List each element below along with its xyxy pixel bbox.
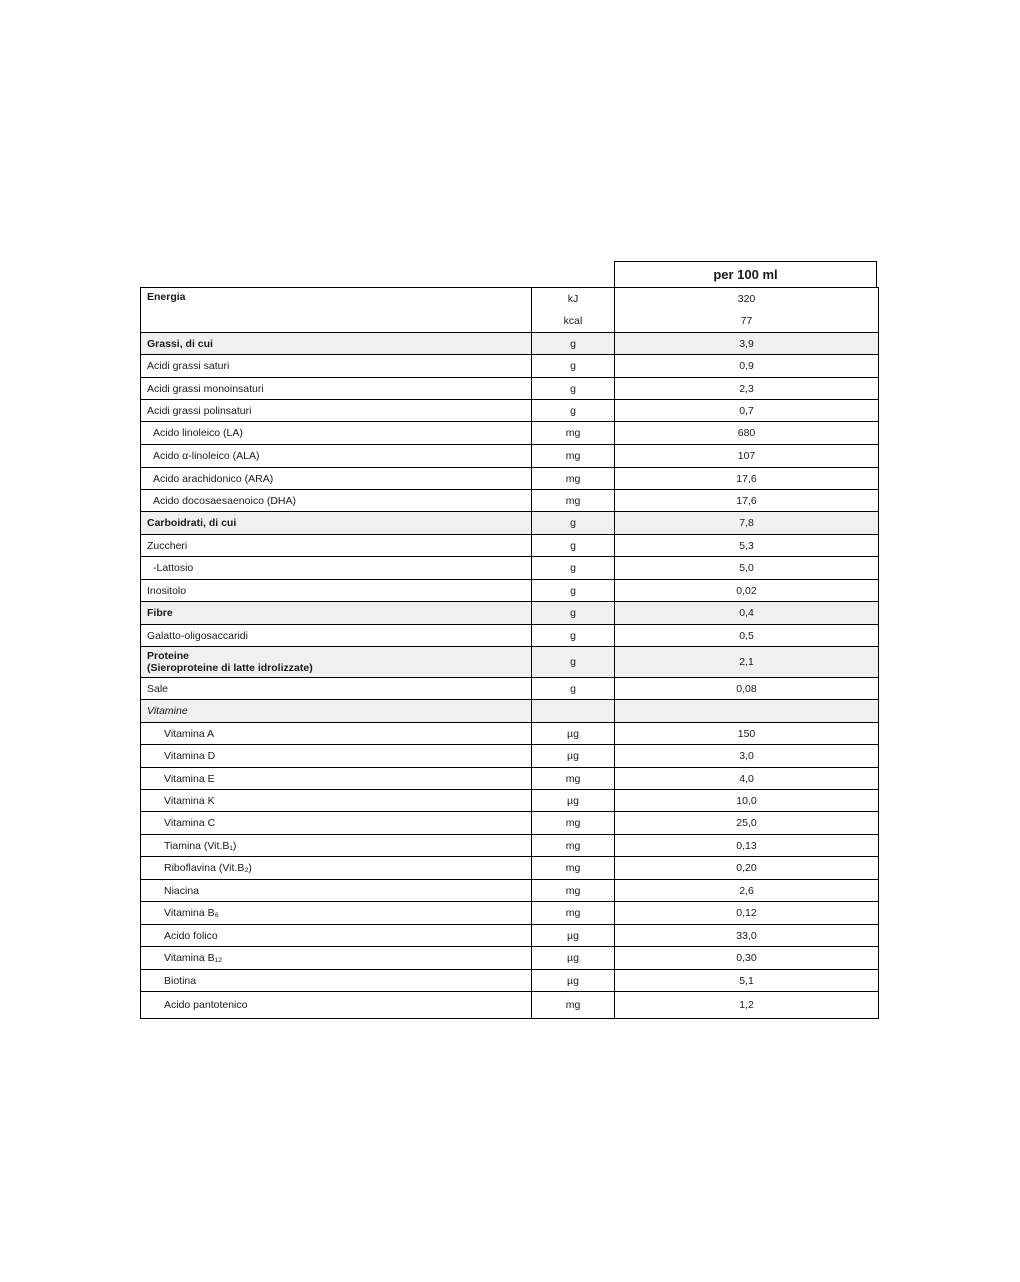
- table-row: [141, 557, 879, 580]
- value-cell: 2,1: [615, 647, 879, 678]
- nutrient-label: [141, 333, 532, 355]
- value-cell: 0,4: [615, 602, 879, 625]
- nutrient-label: [141, 625, 532, 647]
- nutrient-name: Vitamina E: [164, 772, 215, 785]
- unit-cell: g: [532, 602, 615, 625]
- table-row: [141, 880, 879, 902]
- nutrient-sublabel: (Sieroproteine di latte idrolizzate): [147, 662, 313, 674]
- nutrient-name: Acido pantotenico: [164, 999, 248, 1011]
- nutrient-name: Fibre: [147, 607, 173, 619]
- unit-cell: µg: [532, 970, 615, 992]
- nutrient-name: Carboidrati, di cui: [147, 517, 237, 529]
- table-row: [141, 812, 879, 835]
- table-row: [141, 512, 879, 535]
- nutrient-label: Energia: [141, 288, 532, 333]
- nutrient-name: Niacina: [164, 884, 200, 897]
- table-row: [141, 355, 879, 378]
- table-row: [141, 580, 879, 602]
- unit-cell: µg: [532, 723, 615, 745]
- nutrient-name: Acido α-linoleico (ALA): [153, 450, 260, 462]
- nutrient-label: [141, 902, 532, 925]
- nutrient-label: [141, 970, 532, 992]
- nutrient-label: [141, 378, 532, 400]
- value-kcal: 77: [740, 315, 753, 327]
- nutrient-name: Acido arachidonico (ARA): [153, 472, 274, 485]
- table-row: [141, 902, 879, 925]
- value-cell: 3,9: [615, 333, 879, 355]
- value-cell: 2,3: [615, 378, 879, 400]
- value-cell: 5,3: [615, 535, 879, 557]
- nutrient-name: Acidi grassi saturi: [147, 360, 230, 372]
- nutrient-label: [141, 647, 532, 678]
- value-cell: 0,13: [615, 835, 879, 857]
- nutrient-label: [141, 512, 532, 535]
- unit-cell: g: [532, 400, 615, 422]
- nutrient-label: [141, 678, 532, 700]
- value-cell: [615, 288, 879, 333]
- nutrient-name: Vitamina A: [164, 727, 215, 740]
- table-row: [141, 378, 879, 400]
- unit-cell: mg: [532, 857, 615, 880]
- table-row: [141, 790, 879, 812]
- unit-kcal: kcal: [563, 315, 583, 327]
- value-cell: 0,5: [615, 625, 879, 647]
- nutrient-label: [141, 812, 532, 835]
- unit-cell: g: [532, 535, 615, 557]
- nutrient-name: Proteine: [147, 650, 190, 662]
- nutrient-label: [141, 557, 532, 580]
- nutrient-name: Vitamina B₁₂: [164, 952, 223, 964]
- unit-cell: mg: [532, 812, 615, 835]
- nutrient-name: Galatto-oligosaccaridi: [147, 629, 248, 642]
- nutrient-label: [141, 445, 532, 468]
- nutrient-name: Acido folico: [164, 929, 218, 942]
- value-cell: 4,0: [615, 768, 879, 790]
- table-row: [141, 647, 879, 678]
- unit-cell: g: [532, 333, 615, 355]
- unit-cell: mg: [532, 992, 615, 1019]
- nutrient-label: [141, 768, 532, 790]
- unit-cell: [532, 288, 615, 333]
- table-row: [141, 745, 879, 768]
- unit-cell: g: [532, 512, 615, 535]
- value-cell: 0,30: [615, 947, 879, 970]
- nutrient-label: [141, 602, 532, 625]
- nutrient-name: Acido docosaesaenoico (DHA): [153, 494, 296, 507]
- value-cell: 1,2: [615, 992, 879, 1019]
- value-cell: 7,8: [615, 512, 879, 535]
- unit-cell: mg: [532, 468, 615, 490]
- value-cell: 25,0: [615, 812, 879, 835]
- nutrient-label: [141, 400, 532, 422]
- value-cell: 17,6: [615, 490, 879, 512]
- table-row: [141, 445, 879, 468]
- unit-cell: mg: [532, 490, 615, 512]
- unit-cell: g: [532, 580, 615, 602]
- table-row-energy: [141, 288, 879, 333]
- unit-cell: g: [532, 647, 615, 678]
- nutrient-name: Vitamina K: [164, 794, 215, 807]
- value-cell: 10,0: [615, 790, 879, 812]
- nutrient-label: [141, 880, 532, 902]
- unit-cell: mg: [532, 768, 615, 790]
- value-cell: 2,6: [615, 880, 879, 902]
- nutrient-name: Vitamine: [147, 705, 188, 717]
- column-header-per-100ml: per 100 ml: [614, 261, 877, 287]
- nutrient-label: [141, 580, 532, 602]
- table-row: [141, 490, 879, 512]
- unit-cell: g: [532, 355, 615, 378]
- nutrient-label: [141, 490, 532, 512]
- nutrient-label: [141, 857, 532, 880]
- value-cell: 0,08: [615, 678, 879, 700]
- value-cell: [615, 700, 879, 723]
- nutrient-label: [141, 355, 532, 378]
- table-row: [141, 970, 879, 992]
- value-cell: 0,7: [615, 400, 879, 422]
- nutrient-name: Acidi grassi polinsaturi: [147, 404, 252, 417]
- nutrition-table: [140, 287, 879, 1019]
- nutrient-label: [141, 700, 532, 723]
- unit-cell: mg: [532, 422, 615, 445]
- unit-cell: mg: [532, 880, 615, 902]
- value-cell: 150: [615, 723, 879, 745]
- table-row: [141, 400, 879, 422]
- nutrient-label: [141, 422, 532, 445]
- nutrient-label: [141, 745, 532, 768]
- table-row: [141, 422, 879, 445]
- unit-kj: kJ: [567, 293, 579, 305]
- nutrient-label: [141, 947, 532, 970]
- nutrient-label: [141, 535, 532, 557]
- unit-cell: µg: [532, 745, 615, 768]
- unit-cell: [532, 700, 615, 723]
- nutrient-name: Sale: [147, 682, 169, 695]
- nutrient-name: Zuccheri: [147, 539, 188, 552]
- unit-cell: g: [532, 625, 615, 647]
- value-cell: 5,1: [615, 970, 879, 992]
- table-row: [141, 768, 879, 790]
- unit-cell: µg: [532, 790, 615, 812]
- value-cell: 3,0: [615, 745, 879, 768]
- nutrient-name: Vitamina B₆: [164, 907, 219, 919]
- value-cell: 0,02: [615, 580, 879, 602]
- unit-cell: mg: [532, 835, 615, 857]
- nutrient-label: [141, 925, 532, 947]
- nutrient-label: [141, 790, 532, 812]
- nutrient-name: Vitamina C: [164, 817, 216, 829]
- unit-cell: mg: [532, 902, 615, 925]
- nutrient-name: Vitamina D: [164, 750, 216, 762]
- table-row: [141, 947, 879, 970]
- unit-cell: g: [532, 557, 615, 580]
- value-cell: 33,0: [615, 925, 879, 947]
- table-row: [141, 992, 879, 1019]
- table-row: [141, 602, 879, 625]
- table-row: [141, 835, 879, 857]
- nutrient-name: Riboflavina (Vit.B₂): [164, 862, 252, 874]
- nutrient-name: Acido linoleico (LA): [153, 427, 243, 439]
- table-row: [141, 700, 879, 723]
- value-kj: 320: [737, 293, 756, 305]
- nutrient-label: [141, 992, 532, 1019]
- table-row: [141, 333, 879, 355]
- value-cell: 0,9: [615, 355, 879, 378]
- unit-cell: µg: [532, 925, 615, 947]
- nutrient-name: -Lattosio: [153, 562, 194, 574]
- table-row: [141, 925, 879, 947]
- value-cell: 5,0: [615, 557, 879, 580]
- nutrient-name: Grassi, di cui: [147, 337, 213, 350]
- unit-cell: g: [532, 378, 615, 400]
- table-row: [141, 468, 879, 490]
- value-cell: 680: [615, 422, 879, 445]
- nutrient-name: Inositolo: [147, 584, 187, 597]
- unit-cell: µg: [532, 947, 615, 970]
- value-cell: 0,20: [615, 857, 879, 880]
- unit-cell: mg: [532, 445, 615, 468]
- table-row: [141, 535, 879, 557]
- value-cell: 17,6: [615, 468, 879, 490]
- nutrient-label: [141, 723, 532, 745]
- unit-cell: g: [532, 678, 615, 700]
- nutrient-name: Tiamina (Vit.B₁): [164, 839, 237, 852]
- table-row: [141, 625, 879, 647]
- table-row: [141, 678, 879, 700]
- value-cell: 107: [615, 445, 879, 468]
- nutrient-label: [141, 468, 532, 490]
- nutrient-name: Acidi grassi monoinsaturi: [147, 382, 264, 395]
- table-row: [141, 723, 879, 745]
- table-row: [141, 857, 879, 880]
- nutrient-label: [141, 835, 532, 857]
- value-cell: 0,12: [615, 902, 879, 925]
- nutrient-name: Biotina: [164, 974, 197, 987]
